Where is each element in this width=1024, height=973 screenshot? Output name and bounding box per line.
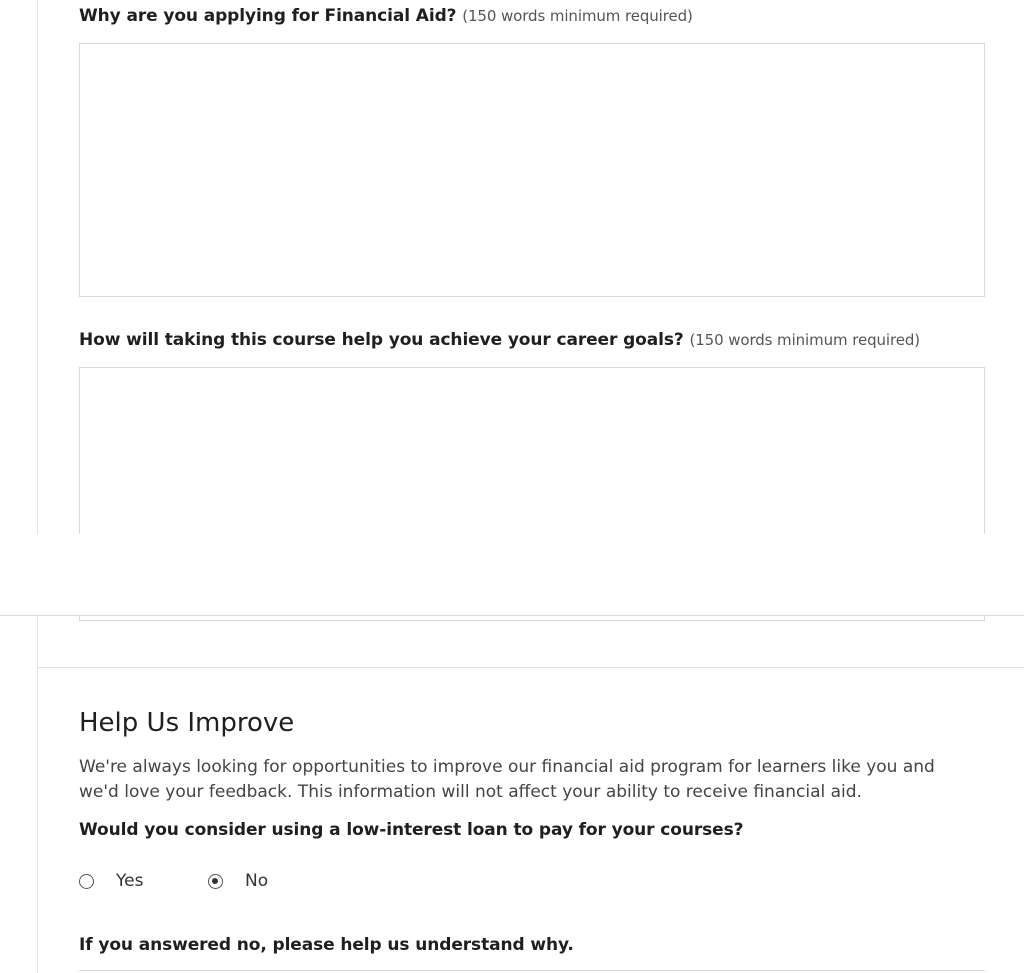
page-divider (0, 615, 1024, 616)
career-goals-question-text: How will taking this course help you achieve your career goals? (79, 330, 684, 350)
loan-no-radio[interactable] (208, 871, 268, 891)
why-aid-question-text: Why are you applying for Financial Aid? (79, 6, 457, 26)
help-improve-description: We're always looking for opportunities to improve our financial aid program for learners like you and we'd love your feedback. This information will not affect your ability to receive financial aid. (79, 757, 935, 802)
why-aid-question (79, 6, 693, 26)
loan-yes-label: Yes (116, 871, 144, 891)
page-break-gap (0, 534, 1024, 615)
loan-no-label: No (245, 871, 269, 891)
section-divider (38, 667, 1024, 668)
why-aid-textarea[interactable] (79, 43, 985, 297)
career-goals-question (79, 330, 920, 350)
radio-checked-icon[interactable] (208, 874, 223, 889)
help-improve-title: Help Us Improve (79, 708, 295, 738)
form-left-border (37, 0, 38, 534)
form-left-border (37, 616, 38, 973)
loan-question: Would you consider using a low-interest loan to pay for your courses? (79, 820, 744, 840)
radio-unchecked-icon[interactable] (79, 874, 94, 889)
why-aid-word-hint: (150 words minimum required) (462, 7, 693, 25)
loan-yes-radio[interactable] (79, 871, 143, 891)
career-goals-word-hint: (150 words minimum required) (689, 331, 921, 349)
why-no-question: If you answered no, please help us understand why. (79, 935, 574, 955)
